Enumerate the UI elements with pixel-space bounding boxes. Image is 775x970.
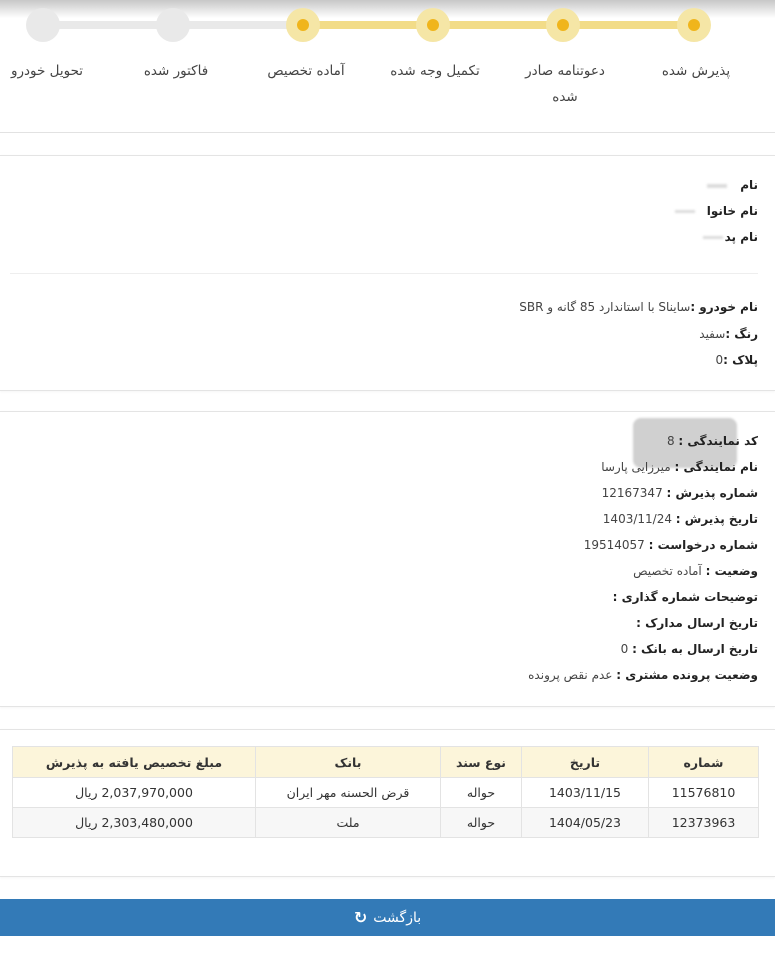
- vehicle-name-label: نام خودرو :: [690, 300, 758, 314]
- vehicle-plate-row: [715, 353, 758, 367]
- step-label-payment: تکمیل وجه شده: [390, 63, 480, 79]
- reception-number-value: 12167347: [601, 486, 663, 500]
- step-dot-delivery: [26, 8, 60, 42]
- step-dot-invoiced: [156, 8, 190, 42]
- column-header-allocated-amount: مبلغ تخصیص یافته به پذیرش: [13, 747, 256, 778]
- agent-name-value: میرزایی پارسا: [601, 460, 671, 474]
- cell-date: 1404/05/23: [522, 808, 649, 838]
- last-name-row: [707, 204, 758, 218]
- vehicle-color-row: [699, 327, 758, 341]
- cell-bank: ملت: [256, 808, 441, 838]
- numbering-desc-label: توضیحات شماره گذاری :: [612, 590, 758, 604]
- cell-amount: 2,303,480,000 ریال: [13, 808, 256, 838]
- redacted-last-name: [675, 210, 695, 213]
- cell-doc-type: حواله: [441, 808, 522, 838]
- column-header-doc-type: نوع سند: [441, 747, 522, 778]
- reception-details-panel: [0, 411, 775, 707]
- agent-code-row: [667, 434, 758, 448]
- redacted-first-name: [707, 184, 727, 188]
- table-header-row: [13, 747, 759, 778]
- step-label-invitation: دعوتنامه صادر شده: [525, 63, 605, 105]
- status-label: وضعیت :: [705, 564, 758, 578]
- step-label-delivery: تحویل خودرو: [10, 63, 84, 79]
- status-value: آماده تخصیص: [633, 564, 702, 578]
- cell-amount: 2,037,970,000 ریال: [13, 778, 256, 808]
- reception-date-label: تاریخ پذیرش :: [675, 512, 758, 526]
- reception-date-row: [603, 512, 758, 526]
- cell-number: 12373963: [649, 808, 759, 838]
- agent-code-label: کد نمایندگی :: [678, 434, 758, 448]
- file-status-value: عدم نقص پرونده: [528, 668, 613, 682]
- refresh-icon: ↻: [353, 907, 368, 927]
- redacted-father-name: [703, 236, 723, 239]
- first-name-row: [740, 178, 758, 192]
- reception-date-value: 1403/11/24: [602, 512, 672, 526]
- file-status-label: وضعیت پرونده مشتری :: [616, 668, 758, 682]
- section-divider: [10, 273, 758, 274]
- back-button-label: بازگشت: [373, 909, 422, 926]
- request-number-row: [584, 538, 758, 552]
- reception-number-row: [602, 486, 758, 500]
- vehicle-plate-label: پلاک :: [723, 353, 758, 367]
- agent-code-value: 8: [666, 434, 675, 448]
- cell-date: 1403/11/15: [522, 778, 649, 808]
- step-dot-invitation: [546, 8, 580, 42]
- back-button[interactable]: [0, 899, 775, 936]
- docs-sent-date-row: [636, 616, 758, 630]
- docs-sent-date-label: تاریخ ارسال مدارک :: [636, 616, 758, 630]
- column-header-number: شماره: [649, 747, 759, 778]
- file-status-row: [528, 668, 758, 682]
- table-row: [13, 778, 759, 808]
- status-row: [633, 564, 758, 578]
- bank-sent-date-row: [621, 642, 758, 656]
- father-name-label: نام پد: [724, 230, 758, 244]
- column-header-date: تاریخ: [522, 747, 649, 778]
- agent-name-row: [601, 460, 758, 474]
- customer-vehicle-panel: [0, 155, 775, 391]
- step-dot-payment: [416, 8, 450, 42]
- vehicle-color-label: رنگ :: [725, 327, 758, 341]
- allocation-documents-table: [12, 746, 759, 838]
- numbering-desc-row: [613, 590, 758, 604]
- progress-stepper: [0, 0, 775, 133]
- step-label-received: پذیرش شده: [661, 63, 731, 79]
- request-number-value: 19514057: [583, 538, 645, 552]
- table-row: [13, 808, 759, 838]
- step-label-ready: آماده تخصیص: [267, 63, 345, 79]
- vehicle-name-row: [519, 300, 758, 314]
- bank-sent-date-label: تاریخ ارسال به بانک :: [632, 642, 758, 656]
- cell-doc-type: حواله: [441, 778, 522, 808]
- vehicle-color-value: سفید: [699, 327, 726, 341]
- last-name-label: نام خانوا: [706, 204, 758, 218]
- step-label-invoiced: فاکتور شده: [143, 63, 209, 79]
- father-name-row: [725, 230, 758, 244]
- progress-track-done: [302, 21, 694, 29]
- agent-name-label: نام نمایندگی :: [674, 460, 758, 474]
- step-dot-ready: [286, 8, 320, 42]
- allocation-documents-panel: [0, 729, 775, 877]
- cell-bank: قرض الحسنه مهر ایران: [256, 778, 441, 808]
- reception-number-label: شماره پذیرش :: [666, 486, 758, 500]
- step-dot-received: [677, 8, 711, 42]
- vehicle-plate-value: 0: [715, 353, 724, 367]
- column-header-bank: بانک: [256, 747, 441, 778]
- first-name-label: نام: [740, 178, 758, 192]
- request-number-label: شماره درخواست :: [648, 538, 758, 552]
- cell-number: 11576810: [649, 778, 759, 808]
- vehicle-name-value: ساینا‌S با استاندارد 85 گانه و SBR: [519, 300, 691, 314]
- bank-sent-date-value: 0: [620, 642, 629, 656]
